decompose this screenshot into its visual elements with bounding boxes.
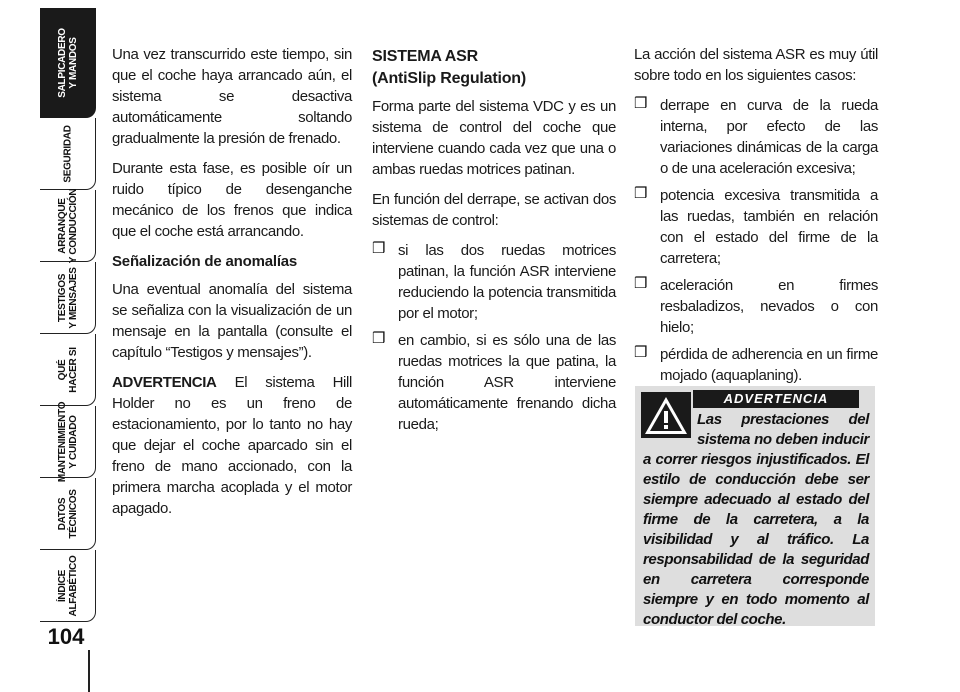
tab-label: ARRANQUE Y CONDUCCIÓN (56, 188, 79, 263)
warning-text-block (643, 410, 869, 630)
icon-spacer (643, 410, 697, 446)
paragraph: Forma parte del sistema VDC y es un sistema de control del coche que interviene cuando cada vez que una o ambas ruedas motrices patinan. (372, 98, 616, 178)
list-item (634, 185, 878, 269)
warning-text: Las prestaciones del sistema no deben inducir a correr riesgos injustificados. El estilo de conducción debe ser siempre adecuado al estado del firme de la carretera, a la visibilidad y al tráfico. La responsabilidad de la seguridad en carretera corresponde siempre y en todo momento al conductor del coche. (643, 411, 869, 628)
tab-label: ÍNDICE ALFABÉTICO (56, 555, 79, 616)
column-1 (112, 44, 352, 528)
paragraph: Una vez transcurrido este tiempo, sin que el coche haya arrancado aún, el sistema se desactiva automáticamente soltando gradualmente la presión de frenado. (112, 46, 352, 147)
paragraph: Durante esta fase, es posible oír un ruido típico de desenganche mecánico de los frenos que indica que el coche está arrancando. (112, 160, 352, 240)
tab-seguridad[interactable] (40, 118, 96, 190)
tab-arranque-y-conduccion[interactable] (40, 190, 96, 262)
list-item (634, 344, 878, 386)
paragraph: Una eventual anomalía del sistema se señaliza con la visualización de un mensaje en la pantalla (consulte el capítulo “Testigos y mensajes”). (112, 281, 352, 361)
list-item-text: derrape en curva de la rueda interna, por efecto de las variaciones dinámicas de la carga o de una aceleración excesiva; (660, 97, 878, 177)
tab-label: SEGURIDAD (62, 124, 73, 183)
advertencia-text: El sistema Hill Holder no es un freno de estacionamiento, por lo tanto no hay que dejar el coche aparcado sin el freno de mano accionado, con la primera marcha acoplada y el motor apagado. (112, 374, 352, 517)
list-item-text: en cambio, si es sólo una de las ruedas motrices la que patina, la función ASR interviene automáticamente frenando dicha rueda; (398, 332, 616, 433)
checkbox-bullet-icon: ❒ (372, 240, 386, 257)
warning-box (635, 386, 875, 626)
tab-label: TESTIGOS Y MENSAJES (56, 266, 79, 329)
list-item (372, 240, 616, 324)
list-item (634, 95, 878, 179)
checkbox-bullet-icon: ❒ (634, 275, 648, 292)
checkbox-bullet-icon: ❒ (634, 95, 648, 112)
paragraph: La acción del sistema ASR es muy útil sobre todo en los siguientes casos: (634, 46, 878, 84)
column-2 (372, 44, 616, 443)
tab-label: MANTENIMIENTO Y CUIDADO (56, 401, 79, 482)
tab-que-hacer-si[interactable] (40, 334, 96, 406)
list-item-text: potencia excesiva transmitida a las ruedas, también en relación con el estado del firme de la carretera; (660, 187, 878, 267)
advertencia-paragraph (112, 372, 352, 519)
section-title-line1: SISTEMA ASR (372, 48, 478, 65)
tab-testigos-y-mensajes[interactable] (40, 262, 96, 334)
paragraph: En función del derrape, se activan dos sistemas de control: (372, 191, 616, 229)
checkbox-bullet-icon: ❒ (634, 344, 648, 361)
bullet-list (634, 95, 878, 386)
checkbox-bullet-icon: ❒ (372, 330, 386, 347)
advertencia-label: ADVERTENCIA (112, 374, 217, 391)
section-title-line2: (AntiSlip Regulation) (372, 70, 527, 87)
tab-label: DATOS TÉCNICOS (56, 488, 79, 539)
section-title (372, 46, 616, 90)
list-item (372, 330, 616, 435)
warning-badge: ADVERTENCIA (693, 390, 859, 408)
tab-label: SALPICADERO Y MANDOS (56, 27, 79, 98)
tab-mantenimiento-y-cuidado[interactable] (40, 401, 96, 482)
page-rule (88, 650, 90, 692)
tab-datos-tecnicos[interactable] (40, 478, 96, 550)
tab-indice-alfabetico[interactable] (40, 550, 96, 622)
list-item-text: pérdida de adherencia en un firme mojado (aquaplaning). (660, 346, 878, 384)
tab-label: QUÉ HACER SI (56, 346, 79, 393)
chapter-tabs (0, 0, 100, 692)
list-item-text: aceleración en firmes resbaladizos, nevados o con hielo; (660, 277, 878, 336)
list-item-text: si las dos ruedas motrices patinan, la función ASR interviene reduciendo la potencia transmitida por el motor; (398, 242, 616, 322)
list-item (634, 275, 878, 338)
column-3 (634, 44, 878, 394)
tab-salpicadero-y-mandos[interactable] (40, 8, 96, 118)
section-heading: Señalización de anomalías (112, 253, 298, 270)
bullet-list (372, 240, 616, 435)
page-number: 104 (47, 624, 85, 649)
checkbox-bullet-icon: ❒ (634, 185, 648, 202)
